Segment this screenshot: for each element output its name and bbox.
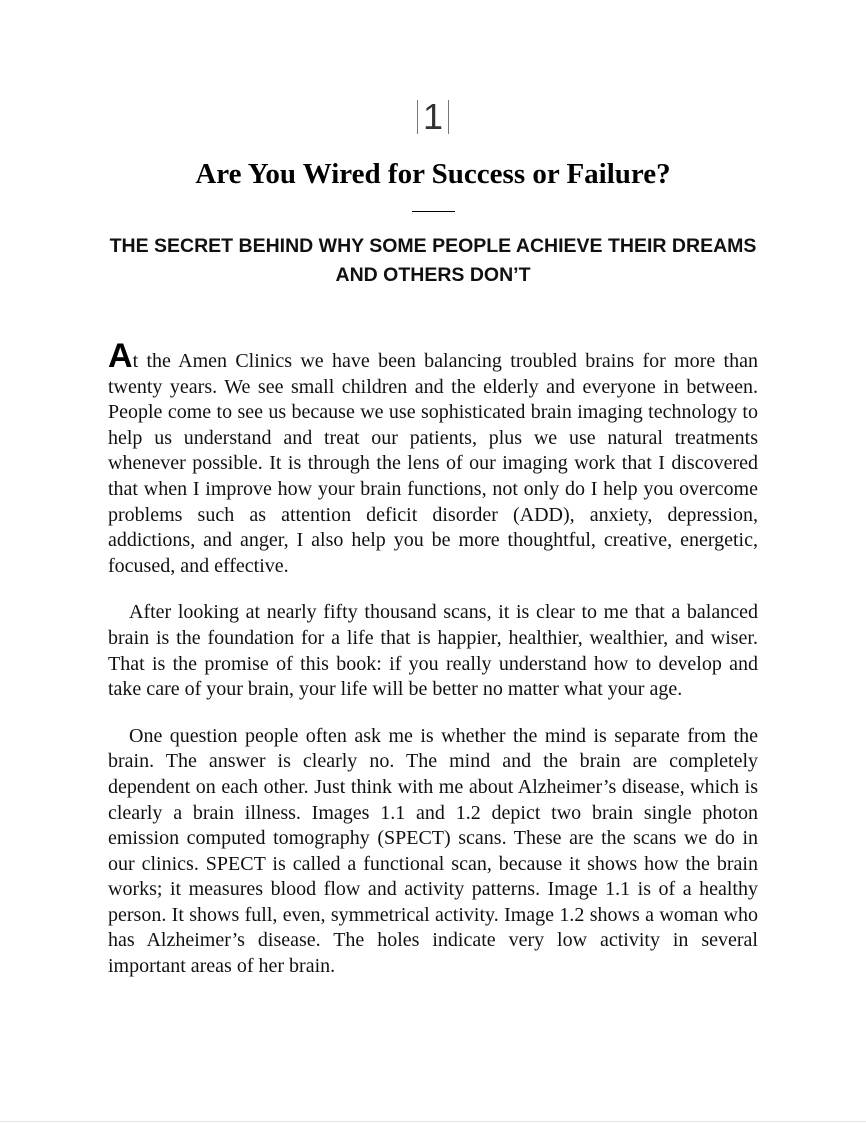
chapter-number: [0, 96, 866, 138]
chapter-subtitle: THE SECRET BEHIND WHY SOME PEOPLE ACHIEVE THEIR DREAMS AND OTHERS DON’T: [109, 235, 757, 286]
paragraph-1-text: t the Amen Clinics we have been balancing troubled brains for more than twenty years. We see small children and the elderly and everyone in between. People come to see us because we use sophisticated brain imaging technology to help us understand and treat our patients, plus we use natural treatments whenever possible. It is through the lens of our imaging work that I discovered that when I improve how your brain functions, not only do I help you overcome problems such as attention deficit disorder (ADD), anxiety, depression, addictions, and anger, I also help you be more thoughtful, creative, energetic, focused, and effective.: [108, 350, 758, 577]
paragraph-2: After looking at nearly fifty thousand scans, it is clear to me that a balanced brain is the foundation for a life that is happier, healthier, wealthier, and wiser. That is the promise of this book: if you really understand how to develop and take care of your brain, your life will be better no matter what your age.: [108, 601, 758, 701]
paragraph-1: [108, 337, 758, 579]
chapter-title: Are You Wired for Success or Failure?: [195, 158, 671, 190]
drop-cap: A: [108, 337, 133, 375]
body-text: [108, 338, 758, 1001]
chapter-number-right-bar: [448, 100, 449, 134]
chapter-number-value: 1: [422, 96, 444, 137]
chapter-number-left-bar: [417, 100, 418, 134]
paragraph-3: One question people often ask me is whether the mind is separate from the brain. The answer is clearly no. The mind and the brain are completely dependent on each other. Just think with me about Alzheimer’s disease, which is clearly a brain illness. Images 1.1 and 1.2 depict two brain single photon emission computed tomography (SPECT) scans. These are the scans we do in our clinics. SPECT is called a functional scan, because it shows how the brain works; it measures blood flow and activity patterns. Image 1.1 is of a healthy person. It shows full, even, symmetrical activity. Image 1.2 shows a woman who has Alzheimer’s disease. The holes indicate very low activity in several important areas of her brain.: [108, 724, 758, 978]
page-bottom-edge: [0, 1121, 866, 1122]
title-divider: [412, 211, 455, 212]
